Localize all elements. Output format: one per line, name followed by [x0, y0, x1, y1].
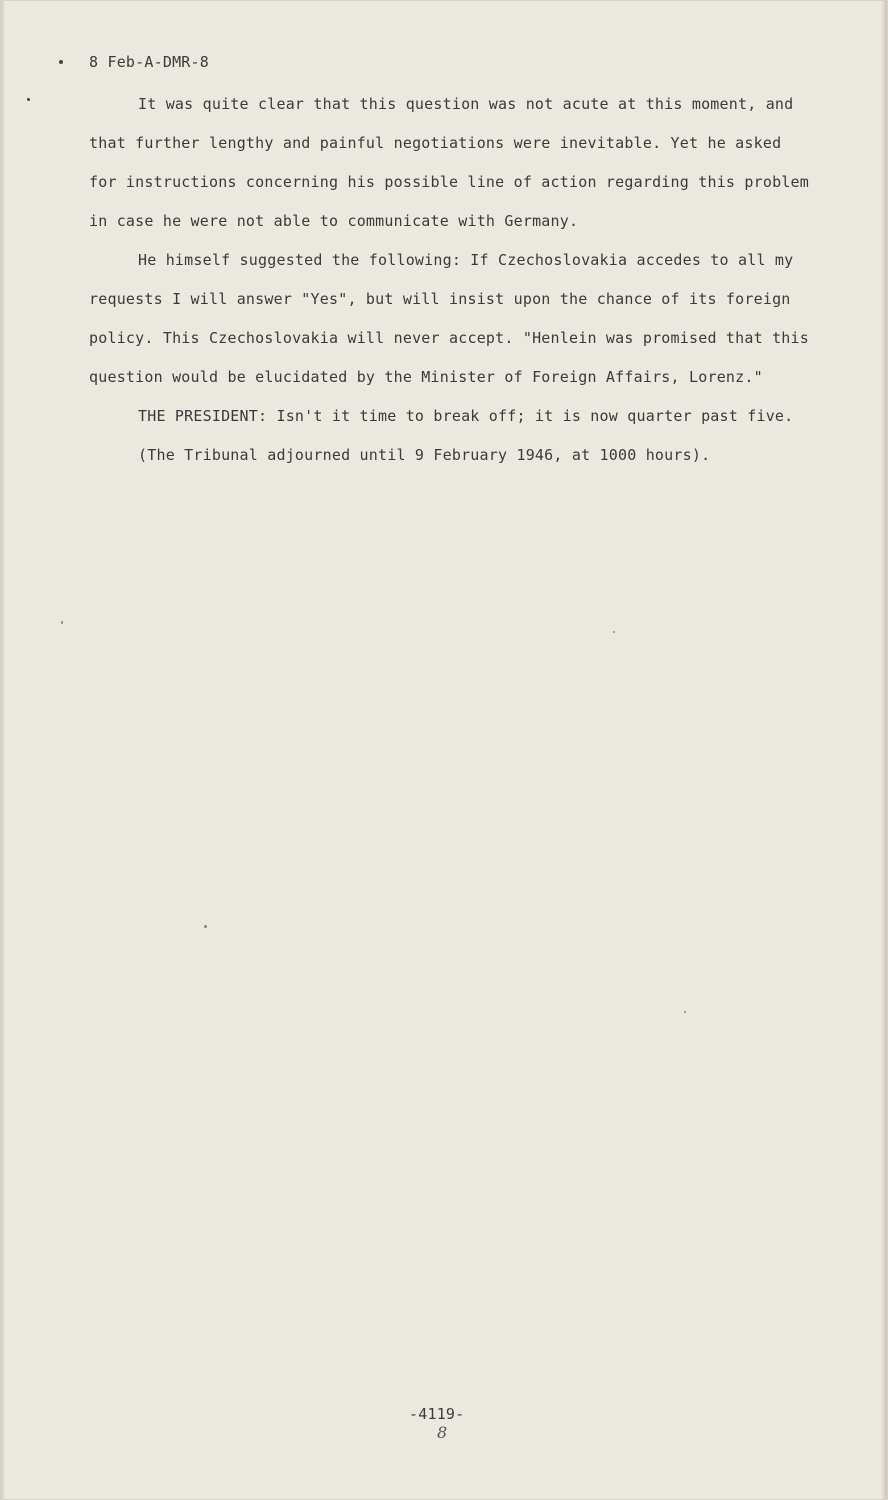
- page-right-edge: [881, 1, 887, 1499]
- page-number-annotation: 8: [437, 1423, 448, 1442]
- paper-speck: [61, 621, 63, 624]
- paper-speck: [204, 925, 207, 928]
- paragraph: He himself suggested the following: If Czechoslovakia accedes to all my requests I will answer "Yes", but will insist upon the chance of its foreign policy. This Czechoslovakia will never accept. "Henlein was promised that this question would be elucidated by the Minister of Foreign Affairs, Lorenz.": [89, 251, 809, 386]
- margin-dot: [59, 60, 63, 64]
- paper-speck: [684, 1011, 686, 1013]
- document-header-code: 8 Feb-A-DMR-8: [89, 53, 209, 71]
- margin-dot: [27, 98, 30, 101]
- document-body: [89, 85, 809, 475]
- paragraph: (The Tribunal adjourned until 9 February 1946, at 1000 hours).: [138, 446, 711, 464]
- paper-speck: [613, 631, 615, 633]
- page-number: -4119-: [409, 1405, 465, 1423]
- paragraph: THE PRESIDENT: Isn't it time to break off; it is now quarter past five.: [138, 407, 794, 425]
- page-left-edge: [1, 1, 5, 1499]
- paragraph: It was quite clear that this question was not acute at this moment, and that further lengthy and painful negotiations were inevitable. Yet he asked for instructions concerning his possible line of action regarding this problem in case he were not able to communicate with Germany.: [89, 95, 809, 230]
